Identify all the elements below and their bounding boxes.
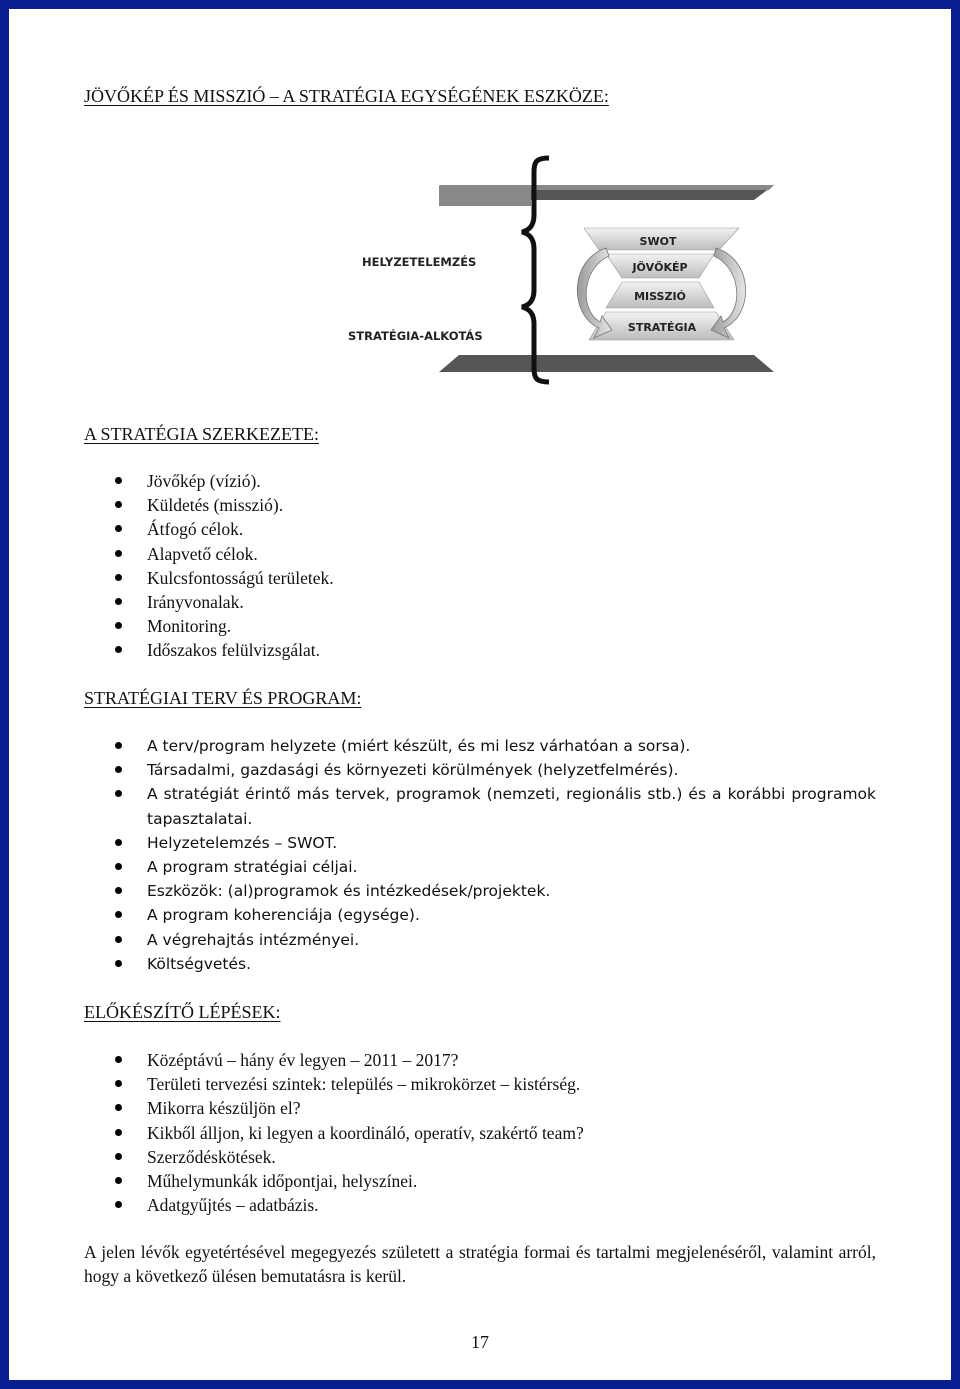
bullet-icon: [115, 1080, 122, 1087]
bullet-icon: [115, 839, 122, 846]
section-heading-preparation: ELŐKÉSZÍTŐ LÉPÉSEK:: [84, 1002, 281, 1022]
bullet-icon: [115, 501, 122, 508]
diagram-grey-block: [439, 186, 531, 206]
layer-label-strategia: STRATÉGIA: [627, 321, 697, 334]
bullet-icon: [115, 477, 122, 484]
list-item: Kulcsfontosságú területek.: [84, 566, 876, 590]
list-item: Monitoring.: [84, 614, 876, 638]
diagram-left-arrow: [577, 248, 612, 338]
list-item: Adatgyűjtés – adatbázis.: [84, 1193, 876, 1217]
section-heading-structure: A STRATÉGIA SZERKEZETE:: [84, 424, 319, 444]
bullet-icon: [115, 790, 122, 797]
bullet-icon: [115, 646, 122, 653]
bullet-icon: [115, 936, 122, 943]
section-heading-plan: STRATÉGIAI TERV ÉS PROGRAM:: [84, 688, 362, 708]
diagram-right-arrow: [711, 248, 746, 338]
bullet-icon: [115, 1153, 122, 1160]
bullet-icon: [115, 1177, 122, 1184]
bullet-icon: [115, 1129, 122, 1136]
list-item: Mikorra készüljön el?: [84, 1096, 876, 1120]
list-item: Műhelymunkák időpontjai, helyszínei.: [84, 1169, 876, 1193]
list-item: Helyzetelemzés – SWOT.: [84, 831, 876, 855]
list-item: Középtávú – hány év legyen – 2011 – 2017?: [84, 1048, 876, 1072]
bullet-icon: [115, 742, 122, 749]
list-item: Társadalmi, gazdasági és környezeti körülmények (helyzetfelmérés).: [84, 758, 876, 782]
bullet-icon: [115, 911, 122, 918]
list-item: Időszakos felülvizsgálat.: [84, 638, 876, 662]
list-item: A végrehajtás intézményei.: [84, 928, 876, 952]
preparation-list: [84, 1048, 876, 1217]
bullet-icon: [115, 766, 122, 773]
page-title: JÖVŐKÉP ÉS MISSZIÓ – A STRATÉGIA EGYSÉGÉNEK ESZKÖZE:: [84, 86, 609, 106]
list-item: Irányvonalak.: [84, 590, 876, 614]
label-helyzetelemzes: HELYZETELEMZÉS: [362, 255, 477, 269]
layer-label-swot: SWOT: [639, 235, 677, 248]
plan-list: [84, 734, 876, 976]
list-item: Eszközök: (al)programok és intézkedések/projektek.: [84, 879, 876, 903]
list-item: A program stratégiai céljai.: [84, 855, 876, 879]
structure-list: [84, 469, 876, 663]
closing-paragraph: A jelen lévők egyetértésével megegyezés született a stratégia formai és tartalmi megjelenéséről, valamint arról, hogy a következő ülésen bemutatásra is kerül.: [84, 1242, 876, 1286]
layer-label-misszio: MISSZIÓ: [634, 290, 686, 303]
strategy-diagram: [344, 150, 784, 390]
bullet-icon: [115, 1104, 122, 1111]
bullet-icon: [115, 622, 122, 629]
list-item: A program koherenciája (egysége).: [84, 903, 876, 927]
list-item: Kikből álljon, ki legyen a koordináló, operatív, szakértő team?: [84, 1121, 876, 1145]
diagram-bottom-band: [439, 355, 774, 372]
list-item: Szerződéskötések.: [84, 1145, 876, 1169]
bullet-icon: [115, 887, 122, 894]
bullet-icon: [115, 960, 122, 967]
bullet-icon: [115, 574, 122, 581]
layer-label-jovokep: JÖVŐKÉP: [632, 261, 688, 274]
bullet-icon: [115, 525, 122, 532]
bullet-icon: [115, 598, 122, 605]
bullet-icon: [115, 1056, 122, 1063]
bullet-icon: [115, 863, 122, 870]
list-item: Küldetés (misszió).: [84, 493, 876, 517]
page-number: 17: [471, 1332, 489, 1352]
label-strategia-alkotas: STRATÉGIA-ALKOTÁS: [348, 329, 483, 343]
list-item: Költségvetés.: [84, 952, 876, 976]
bullet-icon: [115, 550, 122, 557]
list-item: Átfogó célok.: [84, 517, 876, 541]
bullet-icon: [115, 1201, 122, 1208]
list-item: A terv/program helyzete (miért készült, és mi lesz várhatóan a sorsa).: [84, 734, 876, 758]
list-item: A stratégiát érintő más tervek, programok (nemzeti, regionális stb.) és a korábbi programok tapasztalatai.: [84, 782, 876, 830]
list-item: Jövőkép (vízió).: [84, 469, 876, 493]
list-item: Alapvető célok.: [84, 542, 876, 566]
list-item: Területi tervezési szintek: település – mikrokörzet – kistérség.: [84, 1072, 876, 1096]
